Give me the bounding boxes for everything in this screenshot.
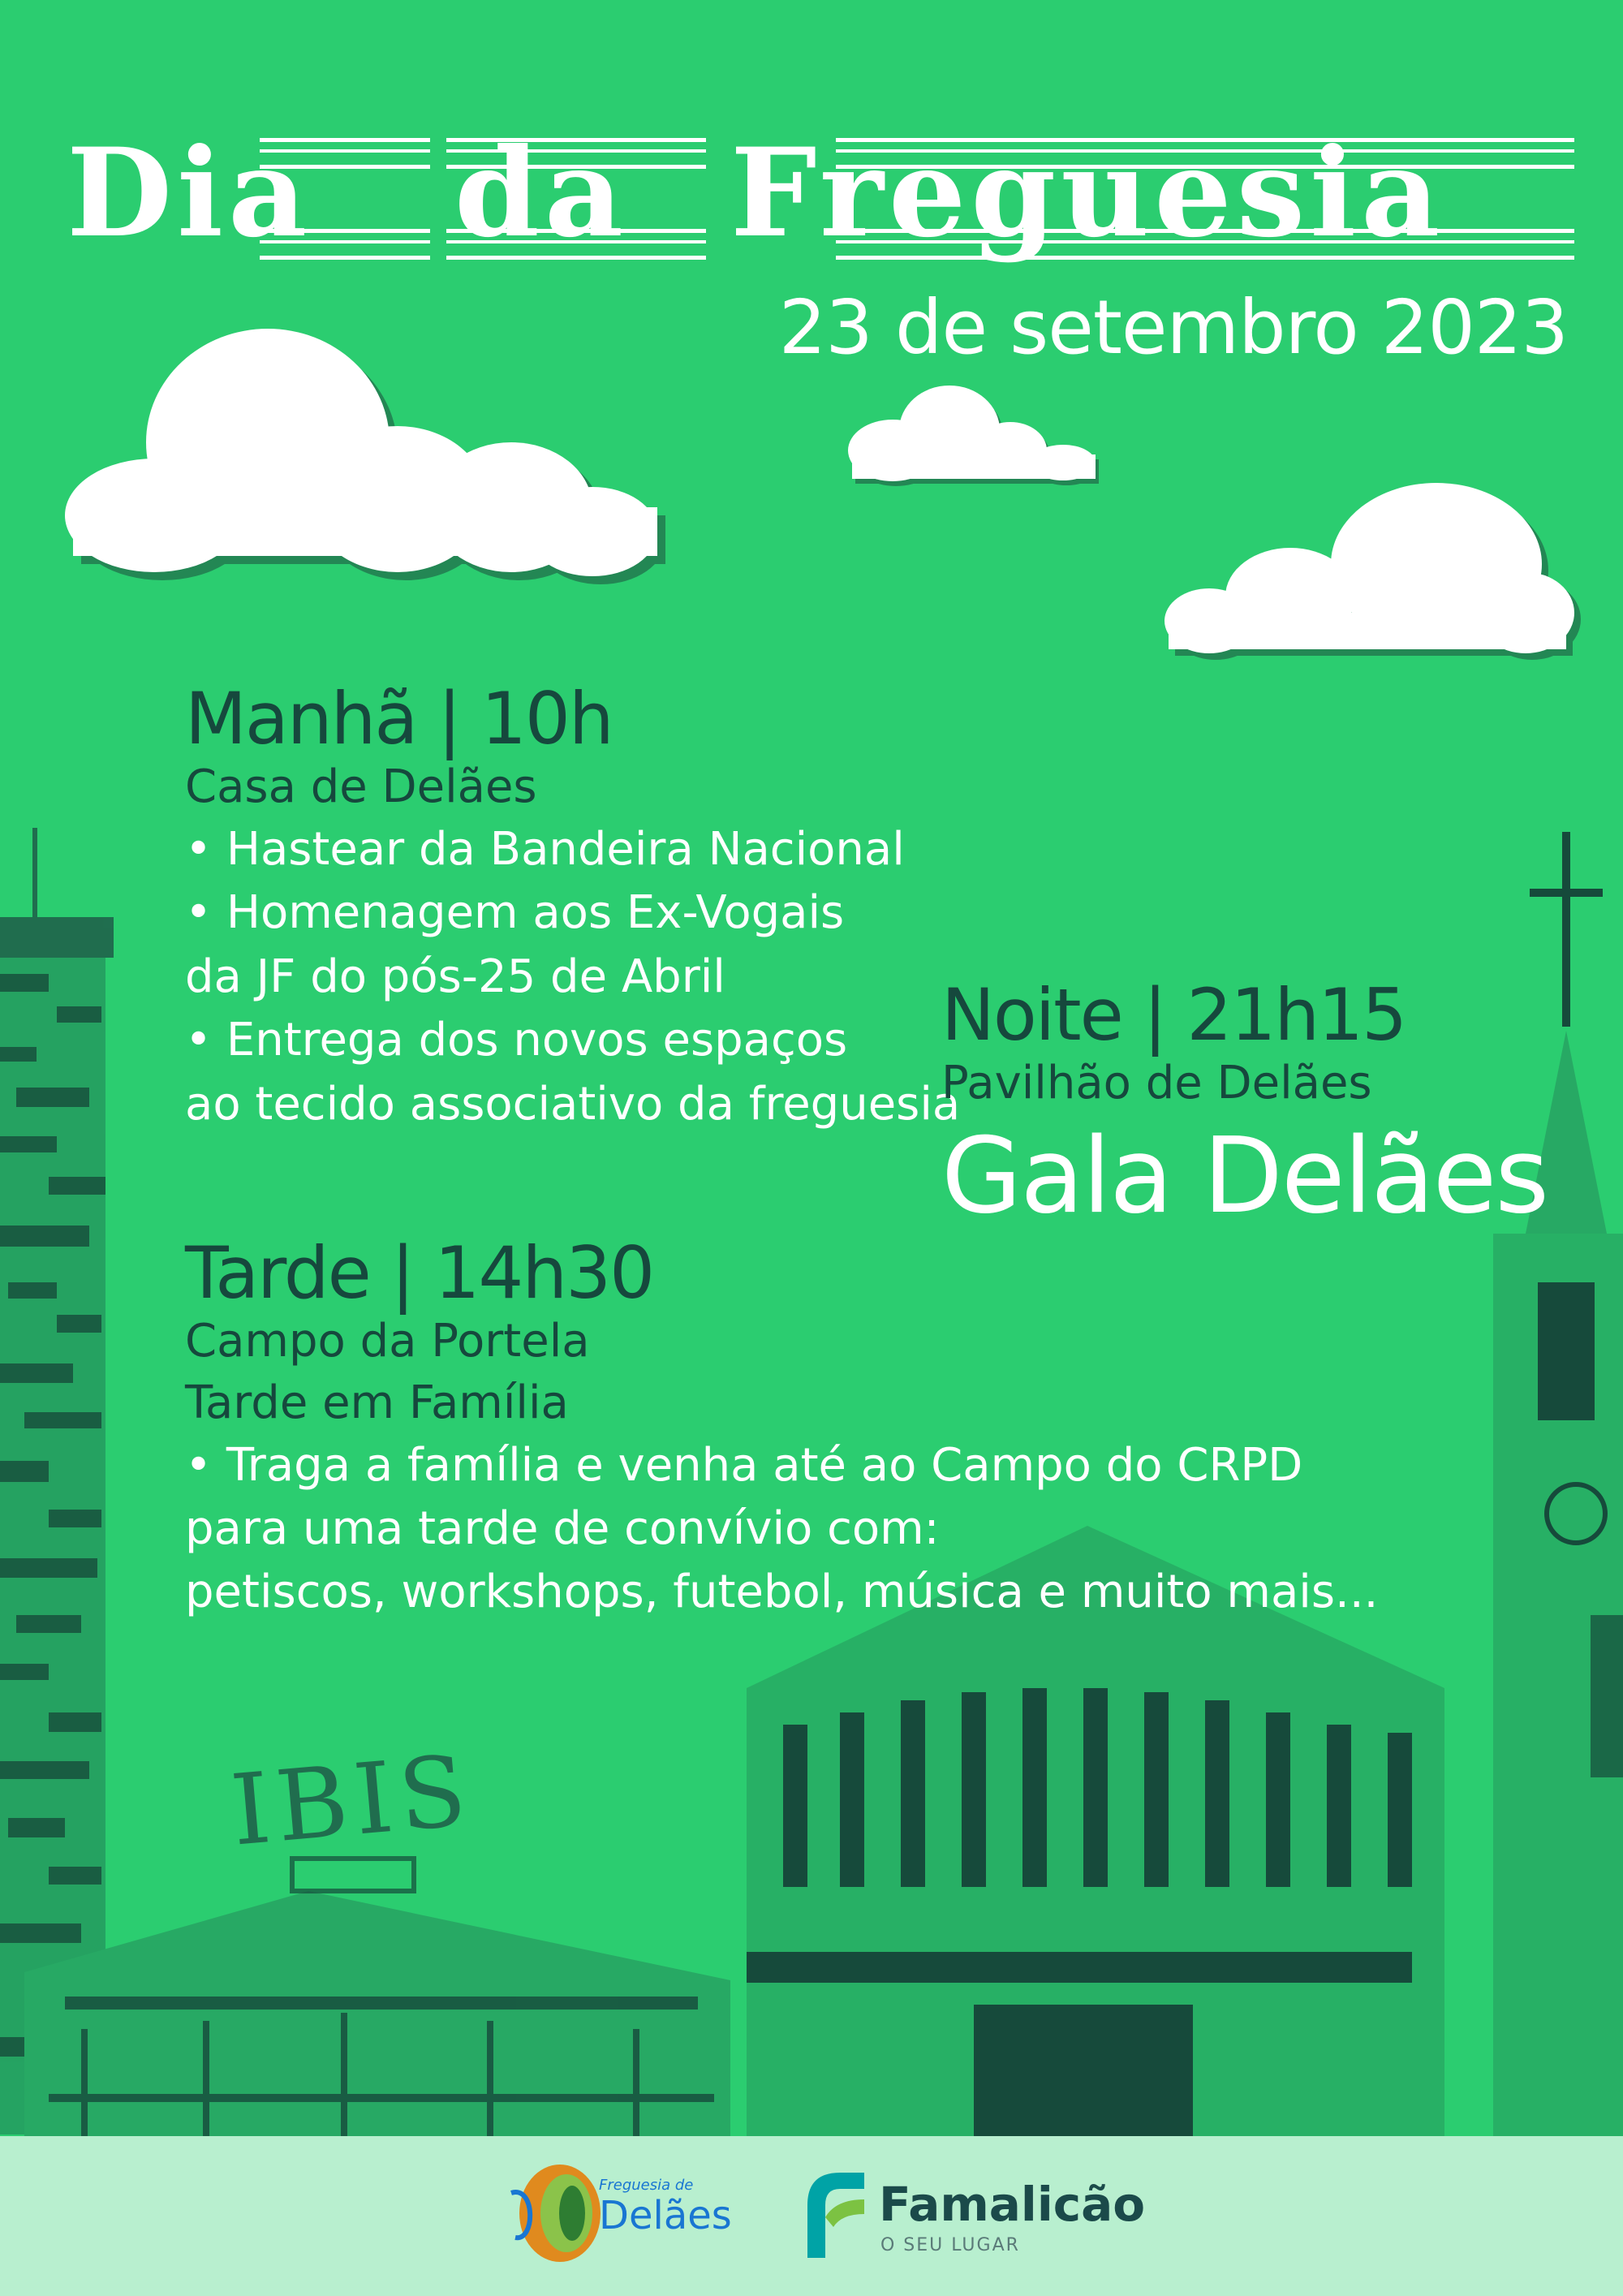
delaes-logo [503,2160,747,2266]
footer-bar [0,2136,1623,2296]
title-decor-line [260,229,430,260]
morning-place: Casa de Delães [185,760,537,814]
cloud-large-left [57,321,674,588]
afternoon-section [185,1231,1379,1625]
title-freguesia-text: Freguesia [730,122,1445,265]
title-decor-line [836,229,1574,260]
delaes-logo-small-text: Freguesia de [599,2177,694,2194]
title-dia-text: Dia [67,122,312,265]
delaes-emblem-icon [503,2160,609,2266]
famalicao-logo [791,2160,1146,2266]
event-date: 23 de setembro 2023 [778,284,1568,371]
afternoon-line: para uma tarde de convívio com: [185,1501,940,1555]
morning-line: ao tecido associativo da freguesia [185,1077,961,1131]
morning-line: • Entrega dos novos espaços [185,1014,848,1067]
ibis-sign: IBIS [226,1734,477,1868]
night-event-title: Gala Delães [941,1115,1548,1237]
morning-line: • Homenagem aos Ex-Vogais [185,886,845,940]
afternoon-subtitle: Tarde em Família [185,1376,569,1429]
morning-line: da JF do pós-25 de Abril [185,950,725,1003]
famalicao-emblem-icon [791,2160,868,2262]
cloud-right [1160,483,1582,670]
title-decor-line [836,138,1574,169]
morning-section [185,677,961,1136]
morning-heading: Manhã | 10h [185,677,613,760]
delaes-logo-name: Delães [599,2193,732,2238]
poster-title [57,122,1574,268]
morning-line: • Hastear da Bandeira Nacional [185,822,905,876]
title-da-text: da [454,122,629,265]
chimney-tower-illustration [0,828,114,2134]
famalicao-logo-tagline: O SEU LUGAR [880,2235,1020,2255]
title-decor-line [260,138,430,169]
night-section [941,973,1548,1239]
title-decor-line [446,229,706,260]
afternoon-line: petiscos, workshops, futebol, música e muito mais... [185,1566,1379,1619]
afternoon-line: • Traga a família e venha até ao Campo do CRPD [185,1438,1303,1492]
cloud-small-center [844,386,1104,491]
night-heading: Noite | 21h15 [941,973,1406,1057]
famalicao-logo-name: Famalicão [879,2177,1146,2232]
afternoon-heading: Tarde | 14h30 [185,1231,654,1315]
title-decor-line [446,138,706,169]
ibis-building-illustration [24,1859,730,2143]
afternoon-place: Campo da Portela [185,1315,590,1368]
night-place: Pavilhão de Delães [941,1057,1372,1110]
